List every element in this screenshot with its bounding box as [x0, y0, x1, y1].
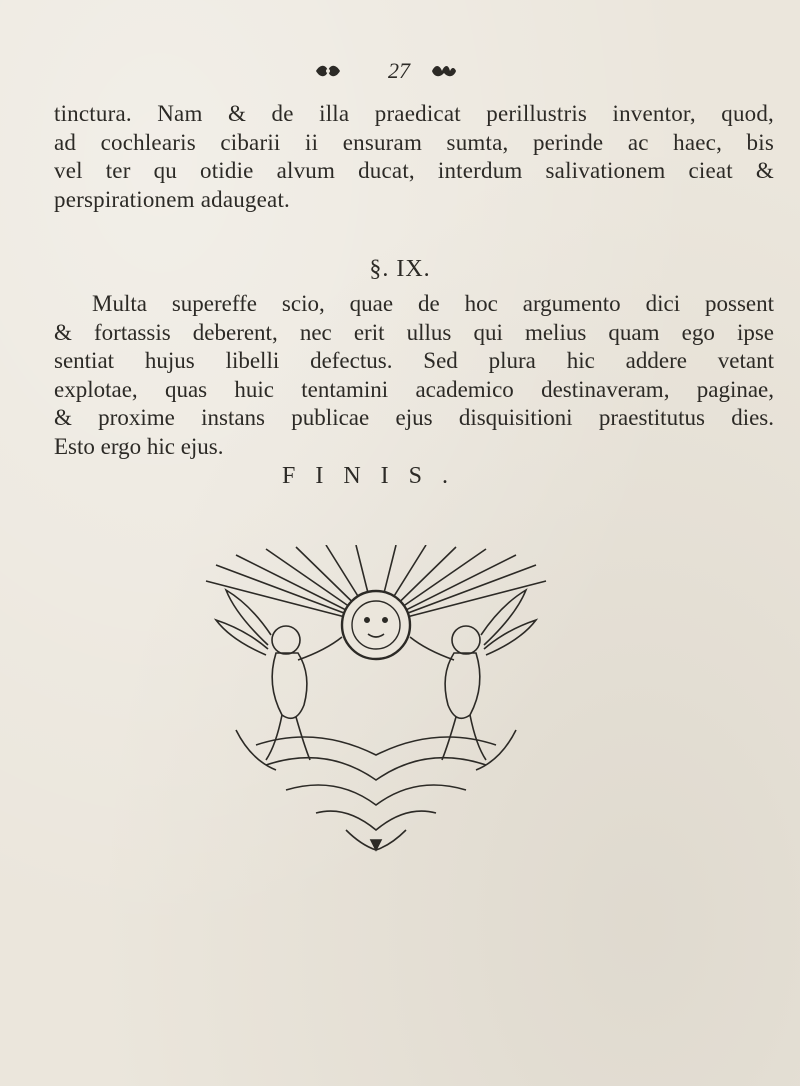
- printer-ornament-left-icon: [314, 62, 342, 80]
- text-line: tinctura. Nam & de illa praedicat perillustris inventor, quod,: [54, 101, 774, 126]
- page-number: 27: [388, 58, 410, 83]
- printer-ornament-right-icon: [430, 62, 458, 80]
- text-line: Multa supereffe scio, quae de hoc argumento dici possent: [92, 291, 774, 316]
- left-cherub: [216, 590, 342, 760]
- finis-label: FINIS.: [282, 463, 469, 489]
- text-line: & fortassis deberent, nec erit ullus qui melius quam ego ipse: [54, 319, 774, 345]
- text-line: sentiat hujus libelli defectus. Sed plura hic addere vetant: [54, 348, 774, 373]
- text-line: ad cochlearis cibarii ii ensuram sumta, perinde ac haec, bis: [54, 129, 774, 155]
- section-heading: §. IX.: [369, 256, 431, 282]
- text-line: & proxime instans publicae ejus disquisitioni praestitutus dies.: [54, 405, 774, 430]
- paragraph: [54, 290, 774, 461]
- text-line: perspirationem adaugeat.: [54, 186, 290, 212]
- cherubs-sunburst-vignette-icon: [196, 545, 556, 855]
- text-line: explotae, quas huic tentamini academico destinaveram, paginae,: [54, 376, 774, 402]
- right-cherub: [410, 590, 536, 760]
- page-header: [0, 58, 800, 88]
- paragraph-continued: [54, 100, 774, 214]
- scroll-ornament: [236, 730, 516, 850]
- text-line: vel ter qu otidie alvum ducat, interdum salivationem cieat &: [54, 158, 774, 183]
- text-line: Esto ergo hic ejus.: [54, 433, 224, 459]
